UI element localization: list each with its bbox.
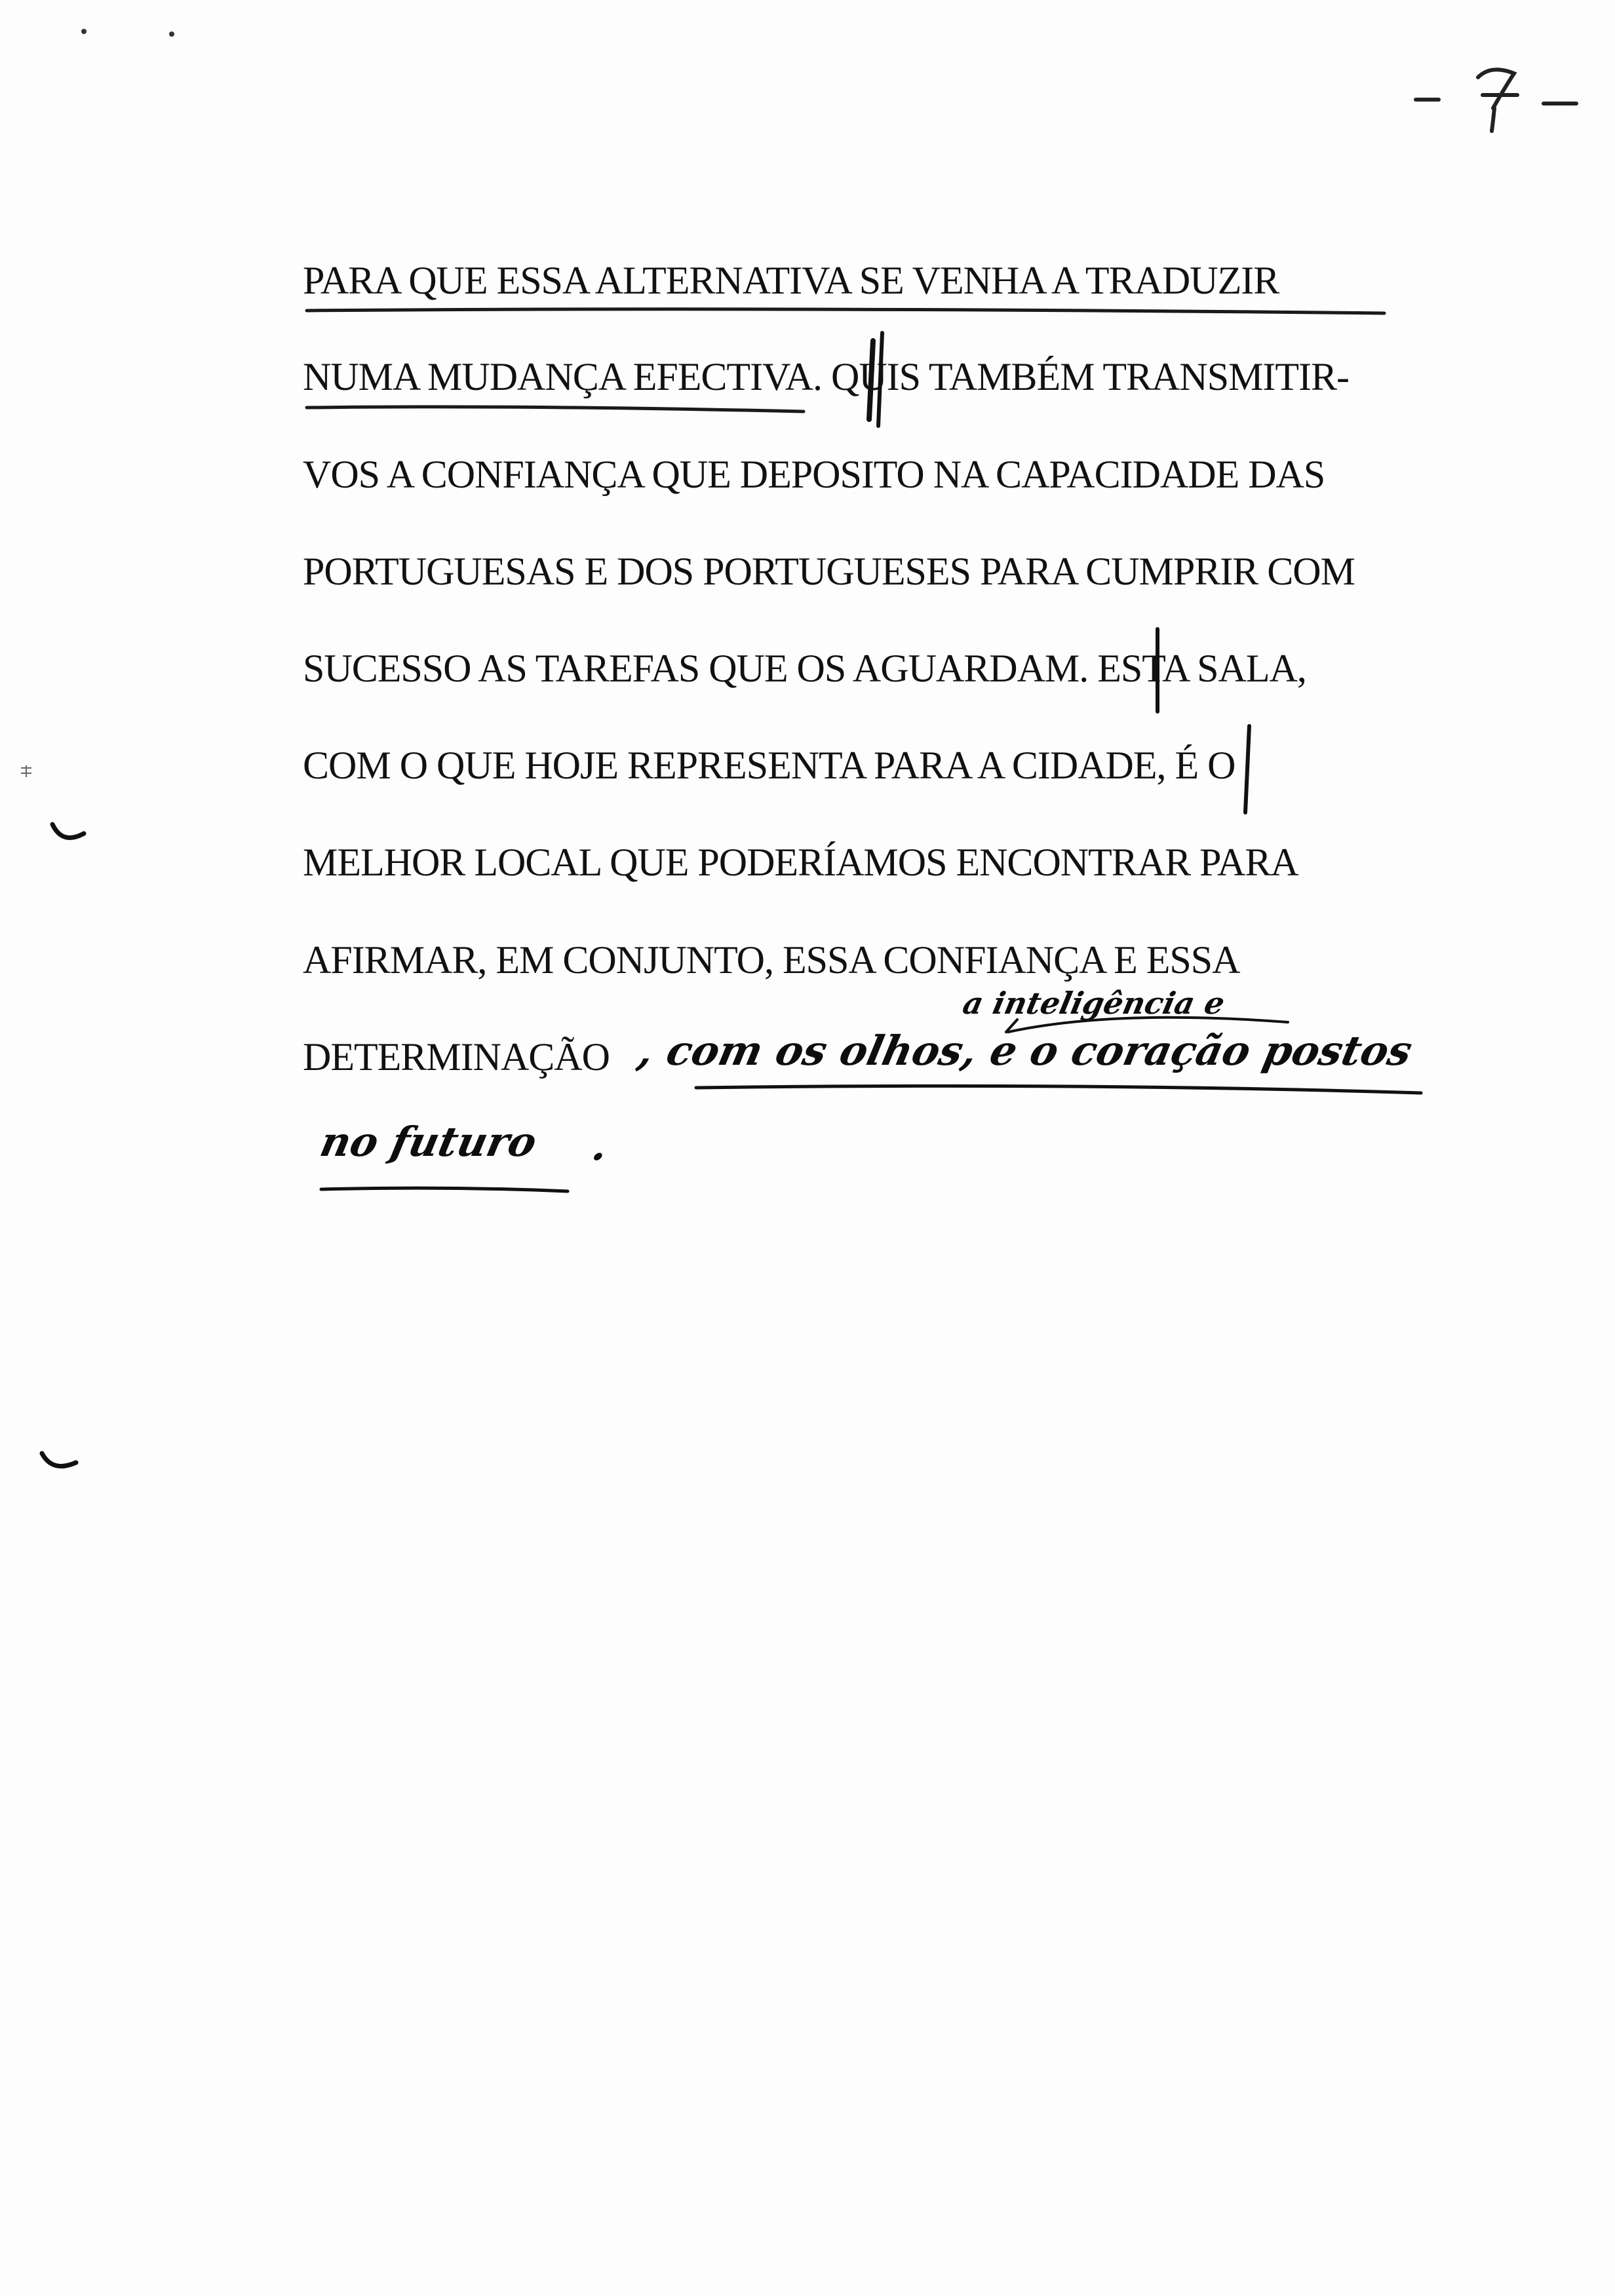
underline-line-1	[307, 309, 1384, 313]
hole-punch-mark-2	[42, 1453, 76, 1466]
text-line-6: COM O QUE HOJE REPRESENTA PARA A CIDADE, É O	[303, 744, 1236, 787]
handwritten-final-period: .	[588, 1122, 613, 1170]
pause-mark-1b	[878, 333, 882, 426]
text-line-9: DETERMINAÇÃO	[303, 1035, 610, 1079]
text-line-8: AFIRMAR, EM CONJUNTO, ESSA CONFIANÇA E ESSA	[303, 938, 1240, 982]
underline-continuation	[321, 1188, 568, 1191]
underline-line-2	[307, 407, 804, 411]
handwritten-insertion-above: a inteligência e	[960, 985, 1228, 1021]
hole-punch-mark-1	[52, 824, 84, 837]
pause-mark-3	[1245, 726, 1249, 813]
speck-1	[81, 29, 87, 34]
text-line-3: VOS A CONFIANÇA QUE DEPOSITO NA CAPACIDADE DAS	[303, 453, 1325, 496]
pause-mark-1	[869, 341, 873, 419]
margin-mark	[21, 765, 31, 777]
text-line-5: SUCESSO AS TAREFAS QUE OS AGUARDAM. ESTA SALA,	[303, 647, 1306, 690]
insertion-caret	[1008, 1018, 1288, 1032]
text-line-2: NUMA MUDANÇA EFECTIVA. QUIS TAMBÉM TRANSMITIR-	[303, 355, 1350, 398]
text-line-4: PORTUGUESAS E DOS PORTUGUESES PARA CUMPRIR COM	[303, 550, 1355, 593]
handwritten-continuation: no futuro	[316, 1118, 541, 1166]
text-line-7: MELHOR LOCAL QUE PODERÍAMOS ENCONTRAR PARA	[303, 841, 1298, 884]
handwritten-insertion: , com os olhos, e o coração postos	[634, 1027, 1416, 1075]
text-line-1: PARA QUE ESSA ALTERNATIVA SE VENHA A TRADUZIR	[303, 259, 1279, 302]
underline-insertion	[696, 1086, 1421, 1093]
speck-2	[169, 31, 174, 37]
